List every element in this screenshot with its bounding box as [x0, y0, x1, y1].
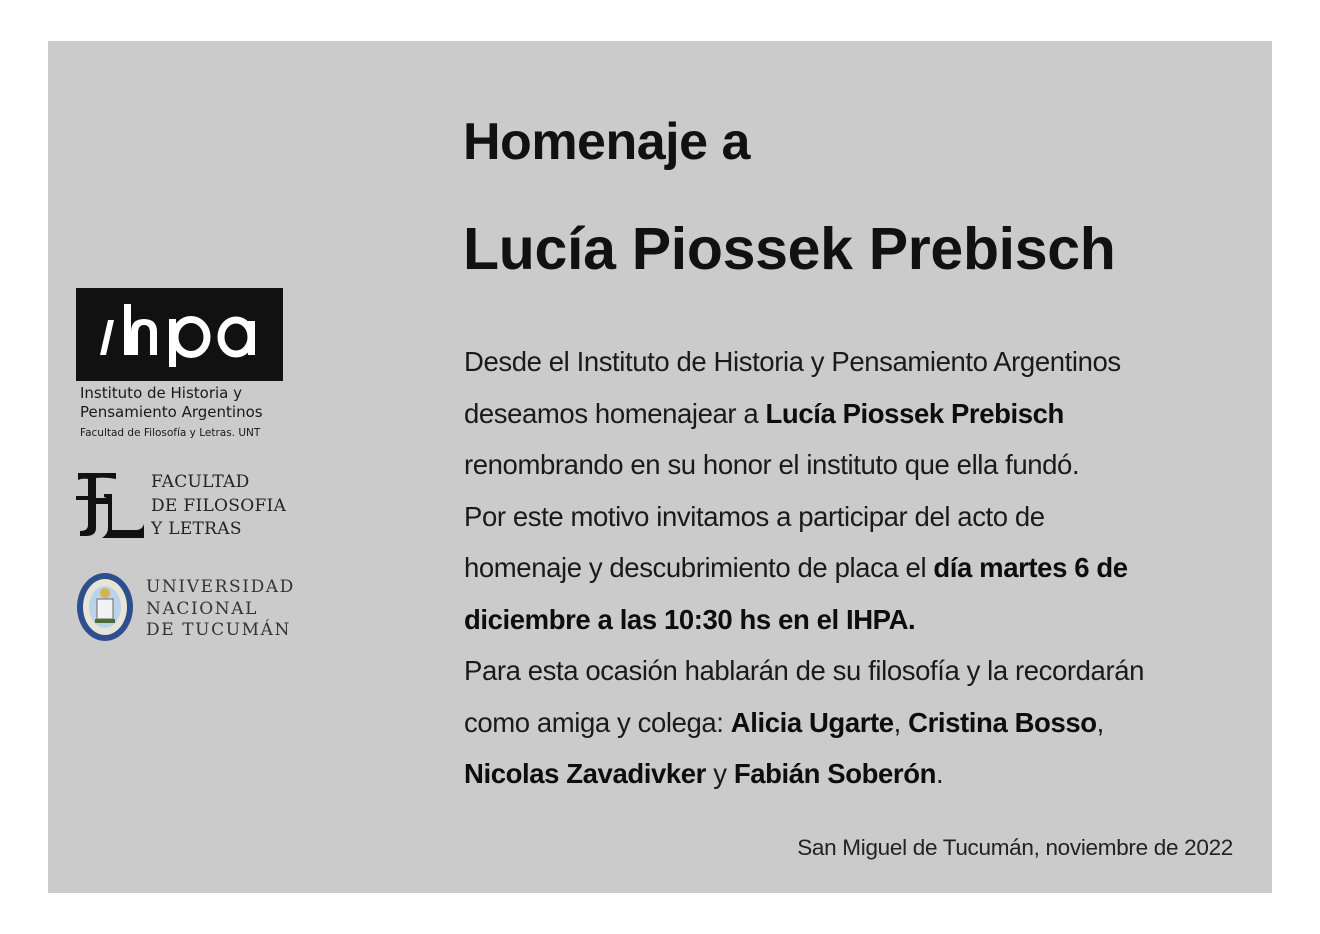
ffyl-line1: FACULTAD — [151, 472, 250, 492]
unt-logo-text — [146, 577, 295, 642]
unt-line2: NACIONAL — [146, 598, 259, 619]
speaker-name: Alicia Ugarte — [730, 706, 894, 738]
ihpa-caption-line1: Instituto de Historia y — [80, 384, 243, 402]
ihpa-caption-line2: Pensamiento Argentinos — [80, 403, 263, 421]
invitation-body — [464, 336, 1254, 800]
title-line2: Lucía Piossek Prebisch — [463, 216, 1116, 282]
body-line — [464, 748, 1254, 800]
ihpa-caption-line3: Facultad de Filosofía y Letras. UNT — [80, 427, 261, 439]
body-text: Por este motivo invitamos a participar del acto de — [464, 500, 1045, 532]
ffyl-line3: Y LETRAS — [151, 519, 242, 539]
body-text: , — [893, 706, 909, 738]
body-text: y — [705, 758, 734, 789]
event-date: día martes 6 de — [933, 552, 1128, 583]
ffyl-line2: DE FILOSOFIA — [151, 495, 287, 516]
body-line — [464, 388, 1254, 440]
title-line1: Homenaje a — [463, 113, 750, 171]
ffyl-logo-mark — [76, 470, 146, 540]
ffyl-logo-text — [151, 471, 286, 542]
body-text: como amiga y colega: — [464, 706, 731, 738]
body-text: . — [936, 758, 944, 789]
body-line — [464, 645, 1254, 697]
ihpa-caption — [80, 384, 320, 441]
body-line — [464, 336, 1254, 388]
honoree-name: Lucía Piossek Prebisch — [765, 397, 1064, 429]
body-line — [464, 491, 1254, 543]
speaker-name: Fabián Soberón — [733, 758, 937, 789]
unt-line1: UNIVERSIDAD — [146, 577, 295, 597]
body-line — [464, 594, 1254, 646]
body-text: renombrando en su honor el instituto que ella fundó. — [464, 449, 1080, 480]
unt-line3: DE TUCUMÁN — [146, 620, 292, 640]
body-line — [464, 697, 1254, 749]
signature-place-date: San Miguel de Tucumán, noviembre de 2022 — [797, 835, 1233, 860]
body-text: deseamos homenajear a — [464, 397, 766, 429]
ihpa-logo — [76, 288, 283, 381]
body-line — [464, 542, 1254, 594]
body-text: homenaje y descubrimiento de placa el — [464, 552, 934, 583]
body-line — [464, 439, 1254, 491]
event-time-place: diciembre a las 10:30 hs en el IHPA. — [464, 603, 916, 635]
body-text: Desde el Instituto de Historia y Pensamiento Argentinos — [464, 346, 1121, 377]
speaker-name: Nicolas Zavadivker — [464, 758, 706, 789]
unt-seal-icon — [75, 571, 135, 643]
speaker-name: Cristina Bosso — [908, 706, 1097, 738]
body-text: Para esta ocasión hablarán de su filosofía y la recordarán — [464, 655, 1144, 686]
body-text: , — [1096, 706, 1104, 738]
